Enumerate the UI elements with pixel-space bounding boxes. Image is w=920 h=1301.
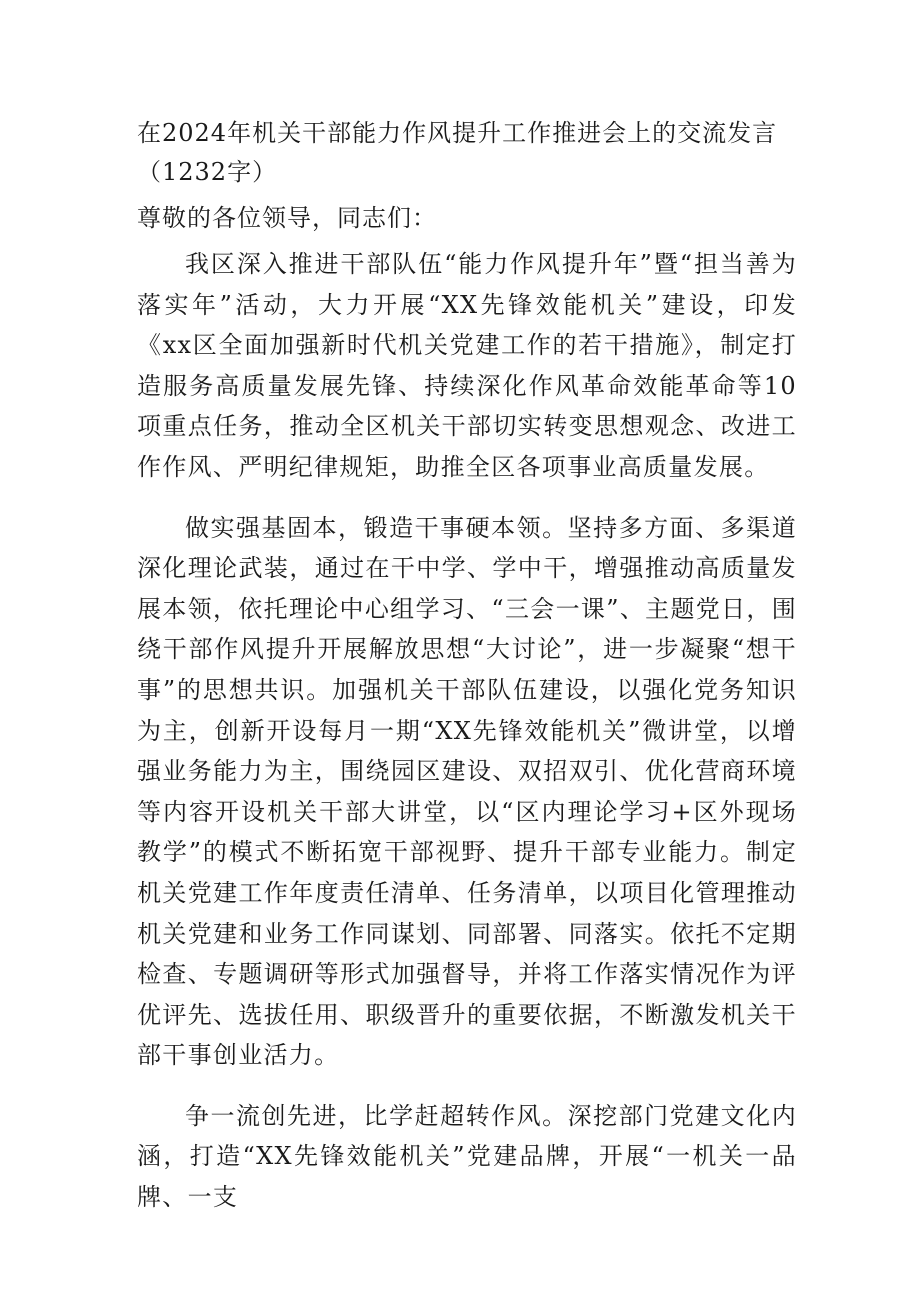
paragraph-excellence: 争一流创先进，比学赶超转作风。深挖部门党建文化内涵，打造“XX先锋效能机关”党建品牌，开展“一机关一品牌、一支 [137,1101,797,1212]
document-title: 在2024年机关干部能力作风提升工作推进会上的交流发言（1232字） [137,119,778,186]
document-body [137,244,797,1238]
greeting-line: 尊敬的各位领导，同志们： [137,204,437,232]
paragraph-intro: 我区深入推进干部队伍“能力作风提升年”暨“担当善为落实年”活动，大力开展“XX先锋效能机关”建设，印发《xx区全面加强新时代机关党建工作的若干措施》，制定打造服务高质量发展先锋、持续深化作风革命效能革命等10项重点任务，推动全区机关干部切实转变思想观念、改进工作作风、严明纪律规矩，助推全区各项事业高质量发展。 [137,250,797,481]
paragraph-foundation: 做实强基固本，锻造干事硬本领。坚持多方面、多渠道深化理论武装，通过在干中学、学中干，增强推动高质量发展本领，依托理论中心组学习、“三会一课”、主题党日，围绕干部作风提升开展解放思想“大讨论”，进一步凝聚“想干事”的思想共识。加强机关干部队伍建设，以强化党务知识为主，创新开设每月一期“XX先锋效能机关”微讲堂，以增强业务能力为主，围绕园区建设、双招双引、优化营商环境等内容开设机关干部大讲堂，以“区内理论学习+区外现场教学”的模式不断拓宽干部视野、提升干部专业能力。制定机关党建工作年度责任清单、任务清单，以项目化管理推动机关党建和业务工作同谋划、同部署、同落实。依托不定期检查、专题调研等形式加强督导，并将工作落实情况作为评优评先、选拔任用、职级晋升的重要依据，不断激发机关干部干事创业活力。 [137,513,797,1070]
